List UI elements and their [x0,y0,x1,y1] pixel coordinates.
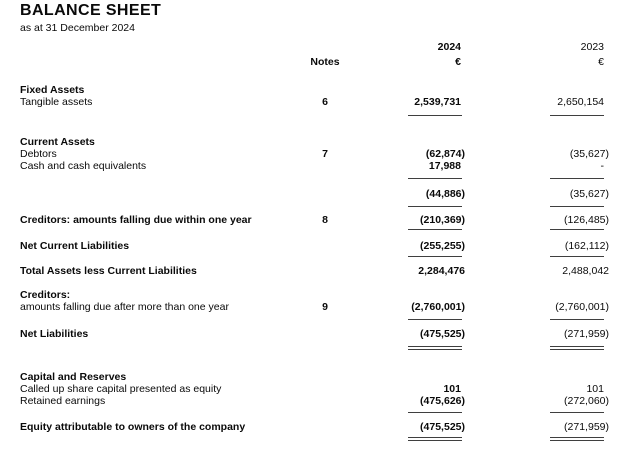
value-2023: (272,060) [564,395,609,407]
value-2023: (2,760,001) [555,301,609,313]
section-label: Current Assets [20,136,95,148]
total-rule-2024 [408,178,462,179]
table-row-cash [20,160,611,172]
value-2024: (255,255) [420,240,465,252]
value-2024: (475,626) [420,395,465,407]
value-2023: (35,627) [569,188,609,200]
row-label: Net Current Liabilities [20,240,130,252]
value-2024: 17,988 [428,160,461,172]
table-row-share-capital [20,383,611,395]
value-2023: (35,627) [569,148,609,160]
total-rule-2024 [408,206,462,207]
note-ref: 9 [322,301,328,313]
table-row-net-current-liabilities [20,240,611,252]
row-label: Retained earnings [20,395,106,407]
value-2024: 2,284,476 [418,265,465,277]
header-year-row [20,41,611,53]
row-label: Total Assets less Current Liabilities [20,265,197,277]
table-row-debtors [20,148,611,160]
value-2024: (44,886) [425,188,465,200]
row-label: Creditors: amounts falling due within one year [20,214,252,226]
table-row-net-liabilities [20,328,611,340]
total-rule-2023 [550,229,604,230]
value-2024: (475,525) [420,421,465,433]
value-2024: 2,539,731 [414,96,461,108]
section-label: Capital and Reserves [20,371,127,383]
table-row-total-assets-less-liabilities [20,265,611,277]
total-rule-2024 [408,229,462,230]
row-label: Tangible assets [20,96,93,108]
total-rule-2024 [408,115,462,116]
column-header-2024: 2024 [437,41,461,53]
report-date: as at 31 December 2024 [20,22,135,34]
row-label-line2: amounts falling due after more than one year [20,301,229,313]
table-row-creditors-after-one-year [20,289,611,313]
section-heading-fixed-assets [20,84,611,96]
row-label-line1: Creditors: [20,289,71,301]
header-units-row [20,56,611,68]
value-2024: (475,525) [420,328,465,340]
total-rule-2023 [550,412,604,413]
note-ref: 6 [322,96,328,108]
row-label: Equity attributable to owners of the company [20,421,246,433]
value-2024: (210,369) [420,214,465,226]
value-2024: (2,760,001) [411,301,465,313]
row-label: Cash and cash equivalents [20,160,147,172]
grand-total-rule-2024 [408,437,462,441]
value-2023: (126,485) [564,214,609,226]
grand-total-rule-2023 [550,346,604,350]
note-ref: 7 [322,148,328,160]
section-heading-current-assets [20,136,611,148]
value-2023: 101 [586,383,604,395]
table-row-retained-earnings [20,395,611,407]
row-label: Debtors [20,148,57,160]
value-2023: (162,112) [564,240,609,252]
grand-total-rule-2023 [550,437,604,441]
value-2024: (62,874) [425,148,465,160]
value-2023: (271,959) [564,421,609,433]
table-row-current-assets-total [20,188,611,200]
value-2023: 2,488,042 [562,265,609,277]
section-label: Fixed Assets [20,84,85,96]
value-2023: - [600,160,604,172]
value-2023: (271,959) [564,328,609,340]
column-header-notes: Notes [310,56,340,68]
total-rule-2023 [550,115,604,116]
table-row-equity-total [20,421,611,433]
total-rule-2023 [550,256,604,257]
row-label: Called up share capital presented as equity [20,383,222,395]
value-2023: 2,650,154 [557,96,604,108]
total-rule-2023 [550,319,604,320]
total-rule-2023 [550,178,604,179]
total-rule-2024 [408,256,462,257]
note-ref: 8 [322,214,328,226]
value-2024: 101 [443,383,461,395]
row-label: Net Liabilities [20,328,89,340]
total-rule-2024 [408,319,462,320]
table-row-creditors-within-one-year [20,214,611,226]
column-header-2023: 2023 [580,41,604,53]
grand-total-rule-2024 [408,346,462,350]
total-rule-2024 [408,412,462,413]
total-rule-2023 [550,206,604,207]
currency-symbol-2023: € [598,56,604,68]
table-row-tangible-assets [20,96,611,108]
page-title: BALANCE SHEET [20,2,162,19]
section-heading-capital-and-reserves [20,371,611,383]
currency-symbol-2024: € [455,56,461,68]
